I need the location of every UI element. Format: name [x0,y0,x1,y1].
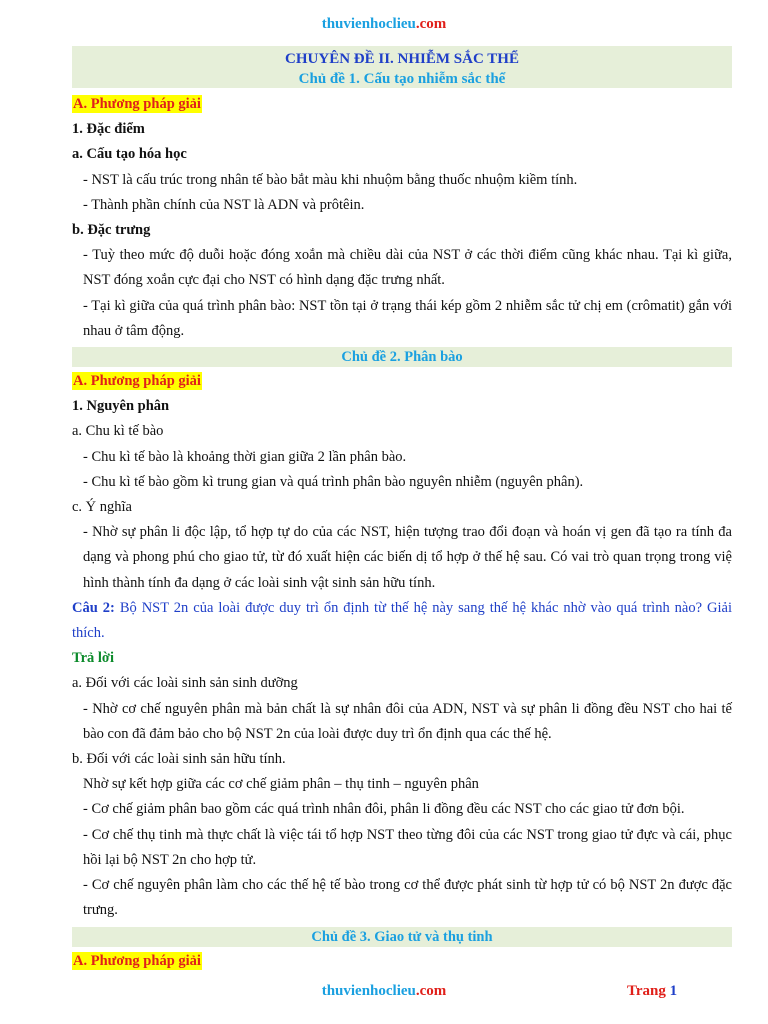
chu-de-3-band: Chủ đề 3. Giao tử và thụ tinh [72,927,732,947]
section-label: A. Phương pháp giải [73,96,201,112]
paragraph: - Tuỳ theo mức độ duỗi hoặc đóng xoắn mà chiều dài của NST ở các thời điểm cũng khác nhau. Tại kì giữa, NST đóng xoắn cực đại cho NST có hình dạng đặc trưng nhất. [83,247,732,289]
paragraph: - Thành phần chính của NST là ADN và prôtêin. [83,196,365,213]
page-number: Trang 1 [627,983,678,999]
heading-y-nghia: c. Ý nghĩa [72,499,132,516]
heading-cau-tao: a. Cấu tạo hóa học [72,146,187,163]
paragraph: - Tại kì giữa của quá trình phân bào: NST tồn tại ở trạng thái kép gồm 2 nhiễm sắc tử chị em (crômatit) gắn với nhau ở tâm động. [83,297,732,339]
site-name: thuvienhoclieu [321,16,416,32]
title-band [72,46,732,88]
heading-dac-trung: b. Đặc trưng [72,222,151,239]
heading-dac-diem: 1. Đặc điểm [72,121,145,138]
paragraph: - Chu kì tế bào là khoảng thời gian giữa 2 lần phân bào. [83,448,407,465]
paragraph: - Cơ chế nguyên phân làm cho các thế hệ tế bào trong cơ thể được phát sinh từ hợp tử có bộ NST 2n được đặc trưng. [83,877,732,919]
paragraph: - Chu kì tế bào gồm kì trung gian và quá trình phân bào nguyên nhiễm (nguyên phân). [83,473,584,490]
question-label: Câu 2: [72,599,115,616]
answer-part-a: a. Đối với các loài sinh sản sinh dưỡng [72,675,298,692]
heading-chu-ki: a. Chu kì tế bào [72,423,164,440]
paragraph: - Nhờ sự phân li độc lập, tổ hợp tự do của các NST, hiện tượng trao đổi đoạn và hoán vị gen đã tạo ra tính đa dạng và phong phú cho giao tử, từ đó xuất hiện các biến dị tổ hợp ở thế hệ sau. Có vai trò quan trọng trong việ hình thành tính đa dạng ở các loài sinh vật sinh sản hữu tính. [83,524,732,591]
document-body [72,46,732,974]
answer-heading: Trả lời [72,650,114,667]
site-tld: .com [415,16,447,32]
chu-de-2-band: Chủ đề 2. Phân bào [72,347,732,367]
answer-part-b: b. Đối với các loài sinh sản hữu tính. [72,751,286,768]
footer-site-link[interactable]: thuvienhoclieu.com [321,983,447,999]
paragraph: - Cơ chế giảm phân bao gồm các quá trình nhân đôi, phân li đồng đều các NST cho các giao tử đơn bội. [83,801,685,818]
paragraph: Nhờ sự kết hợp giữa các cơ chế giảm phân – thụ tinh – nguyên phân [83,776,479,793]
paragraph: - NST là cấu trúc trong nhân tế bào bắt màu khi nhuộm bằng thuốc nhuộm kiềm tính. [83,171,578,188]
paragraph: - Nhờ cơ chế nguyên phân mà bản chất là sự nhân đôi của ADN, NST và sự phân li đồng đều NST cho hai tế bào con đã đảm bảo cho bộ NST 2n của loài được duy trì ổn định qua các thế hệ. [83,700,732,742]
question-2 [72,596,732,646]
heading-nguyen-phan: 1. Nguyên phân [72,398,170,415]
question-text: Bộ NST 2n của loài được duy trì ổn định từ thế hệ này sang thế hệ khác nhờ vào quá trình nào? Giải thích. [72,599,732,642]
chuyen-de-title: CHUYÊN ĐỀ II. NHIỄM SẮC THỂ [285,51,519,67]
section-label: A. Phương pháp giải [73,373,201,390]
section-label: A. Phương pháp giải [73,952,201,969]
chu-de-1-title: Chủ đề 1. Cấu tạo nhiễm sắc thể [298,71,506,87]
paragraph: - Cơ chế thụ tinh mà thực chất là việc tái tổ hợp NST theo từng đôi của các NST trong giao tử đực và cái, phục hồi lại bộ NST 2n cho hợp tử. [83,826,732,868]
site-header[interactable] [0,16,768,33]
